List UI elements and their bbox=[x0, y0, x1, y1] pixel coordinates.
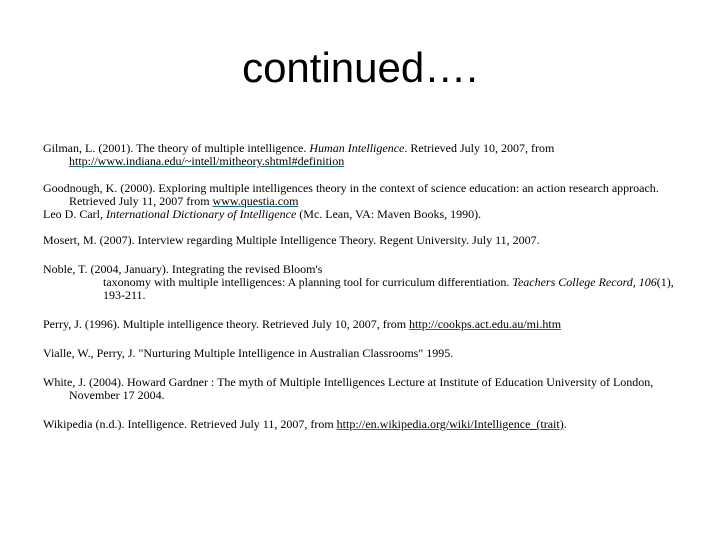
reference-text: White, J. (2004). Howard Gardner : The myth of Multiple Intelligences Lecture at Institute of Education University of London, bbox=[43, 375, 654, 389]
reference-link[interactable]: www.questia.com bbox=[212, 194, 299, 208]
reference-vialle bbox=[43, 347, 693, 360]
reference-wikipedia bbox=[43, 418, 693, 431]
reference-text: Perry, J. (1996). Multiple intelligence theory. Retrieved July 10, 2007, from bbox=[43, 317, 410, 331]
reference-text: . Retrieved July 10, 2007, from bbox=[404, 141, 555, 155]
reference-mosert bbox=[43, 234, 693, 247]
reference-link[interactable]: http://www.indiana.edu/~intell/mitheory.shtml#definition bbox=[69, 154, 345, 168]
reference-list bbox=[43, 142, 693, 431]
reference-link[interactable]: http://en.wikipedia.org/wiki/Intelligence_(trait) bbox=[336, 417, 564, 431]
reference-text: November 17 2004. bbox=[69, 388, 165, 402]
slide-title: continued…. bbox=[242, 44, 478, 91]
reference-journal: Teachers College Record, 106 bbox=[512, 275, 657, 289]
reference-carl bbox=[43, 208, 693, 221]
reference-text: (Mc. Lean, VA: Maven Books, 1990). bbox=[296, 207, 482, 221]
reference-text: taxonomy with multiple intelligences: A planning tool for curriculum differentiation. bbox=[103, 275, 513, 289]
reference-noble bbox=[43, 263, 693, 302]
reference-text: Noble, T. (2004, January). Integrating the revised Bloom's bbox=[43, 262, 323, 276]
reference-text: Vialle, W., Perry, J. "Nurturing Multiple Intelligence in Australian Classrooms" 1995. bbox=[43, 346, 454, 360]
reference-text: (1), bbox=[656, 275, 674, 289]
reference-text: Leo D. Carl, bbox=[43, 207, 106, 221]
reference-book-title: International Dictionary of Intelligence bbox=[105, 207, 297, 221]
reference-gilman bbox=[43, 142, 693, 168]
reference-text: Mosert, M. (2007). Interview regarding Multiple Intelligence Theory. Regent University. July 11, 2007. bbox=[43, 233, 540, 247]
reference-white bbox=[43, 376, 693, 402]
reference-perry bbox=[43, 318, 693, 331]
reference-text: Goodnough, K. (2000). Exploring multiple intelligences theory in the context of science education: an action research approach. bbox=[43, 181, 659, 195]
reference-text: Wikipedia (n.d.). Intelligence. Retrieved July 11, 2007, from bbox=[43, 417, 337, 431]
reference-journal: Human Intelligence bbox=[309, 141, 405, 155]
reference-text: . bbox=[563, 417, 567, 431]
reference-text: Gilman, L. (2001). The theory of multiple intelligence. bbox=[43, 141, 310, 155]
reference-text: Retrieved July 11, 2007 from bbox=[69, 194, 213, 208]
reference-link[interactable]: http://cookps.act.edu.au/mi.htm bbox=[409, 317, 562, 331]
reference-goodnough bbox=[43, 182, 693, 208]
reference-text: 193-211. bbox=[103, 288, 146, 302]
